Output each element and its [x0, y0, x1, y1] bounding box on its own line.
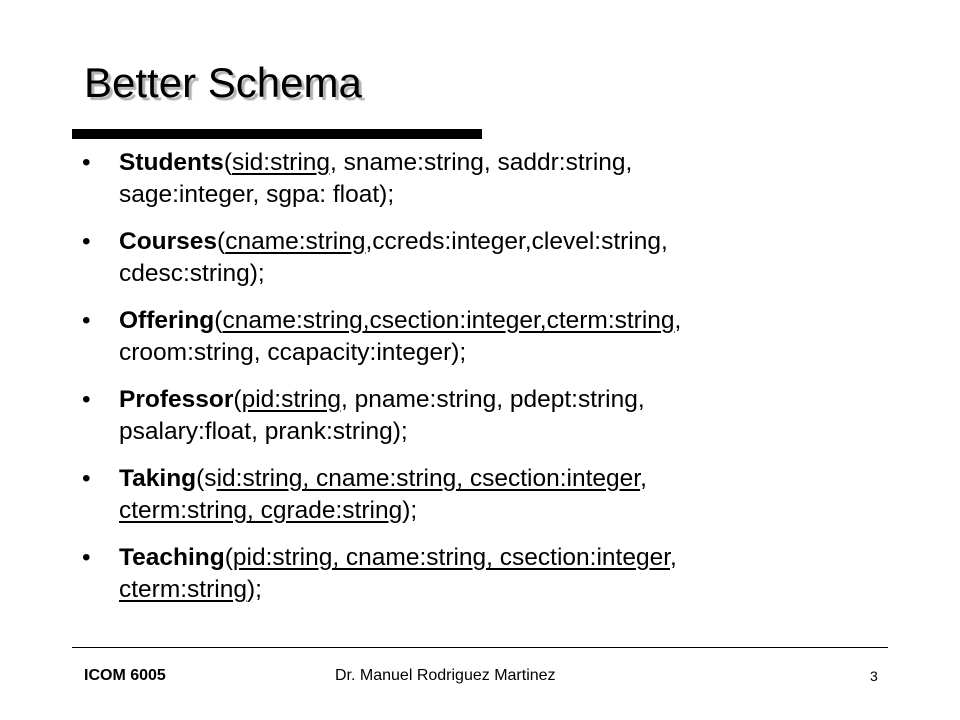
- schema-item-taking: [82, 463, 882, 527]
- schema-item-students: [82, 147, 882, 211]
- key-attributes: pid:string: [241, 386, 341, 413]
- attribute-text: (s: [196, 465, 217, 492]
- slide-title: Better Schema: [84, 59, 362, 106]
- key-attributes: pid:string, cname:string, csection:integer: [232, 544, 671, 571]
- attribute-text: ,: [674, 307, 682, 334]
- attribute-text: psalary:float, prank:string);: [119, 418, 408, 445]
- attribute-text: (: [217, 228, 226, 255]
- schema-item-teaching: [82, 542, 882, 606]
- page-number: 3: [870, 668, 878, 684]
- attribute-text: );: [246, 576, 262, 603]
- attribute-text: );: [402, 497, 418, 524]
- relation-name: Taking: [119, 465, 197, 492]
- attribute-text: (: [224, 544, 233, 571]
- attribute-text: sage:integer, sgpa: float);: [119, 181, 395, 208]
- attribute-text: , sname:string, saddr:string,: [330, 149, 633, 176]
- attribute-text: , pname:string, pdept:string,: [340, 386, 645, 413]
- attribute-text: ,ccreds:integer,clevel:string,: [365, 228, 668, 255]
- relation-name: Offering: [119, 307, 215, 334]
- relation-name: Professor: [119, 386, 234, 413]
- key-attributes: sid:string: [231, 149, 331, 176]
- attribute-text: ,: [670, 544, 677, 571]
- key-attributes: cname:string,csection:integer,cterm:string: [222, 307, 675, 334]
- attribute-text: (: [233, 386, 242, 413]
- schema-item-courses: [82, 226, 882, 290]
- attribute-text: ,: [640, 465, 647, 492]
- footer-divider: [72, 647, 888, 648]
- footer-course: ICOM 6005: [84, 667, 166, 684]
- key-attributes: id:string, cname:string, csection:integer: [216, 465, 641, 492]
- relation-name: Students: [119, 149, 224, 176]
- schema-item-offering: [82, 305, 882, 369]
- schema-bullet-list: [82, 147, 882, 621]
- relation-name: Courses: [119, 228, 218, 255]
- attribute-text: croom:string, ccapacity:integer);: [119, 339, 467, 366]
- key-attributes: cname:string: [225, 228, 366, 255]
- title-underline-bar: [72, 129, 482, 139]
- relation-name: Teaching: [119, 544, 225, 571]
- attribute-text: cdesc:string);: [119, 260, 265, 287]
- attribute-text: (: [223, 149, 232, 176]
- attribute-text: (: [214, 307, 223, 334]
- key-attributes: cterm:string: [119, 576, 247, 603]
- footer-author: Dr. Manuel Rodriguez Martinez: [335, 667, 556, 684]
- schema-item-professor: [82, 384, 882, 448]
- key-attributes: cterm:string, cgrade:string: [119, 497, 403, 524]
